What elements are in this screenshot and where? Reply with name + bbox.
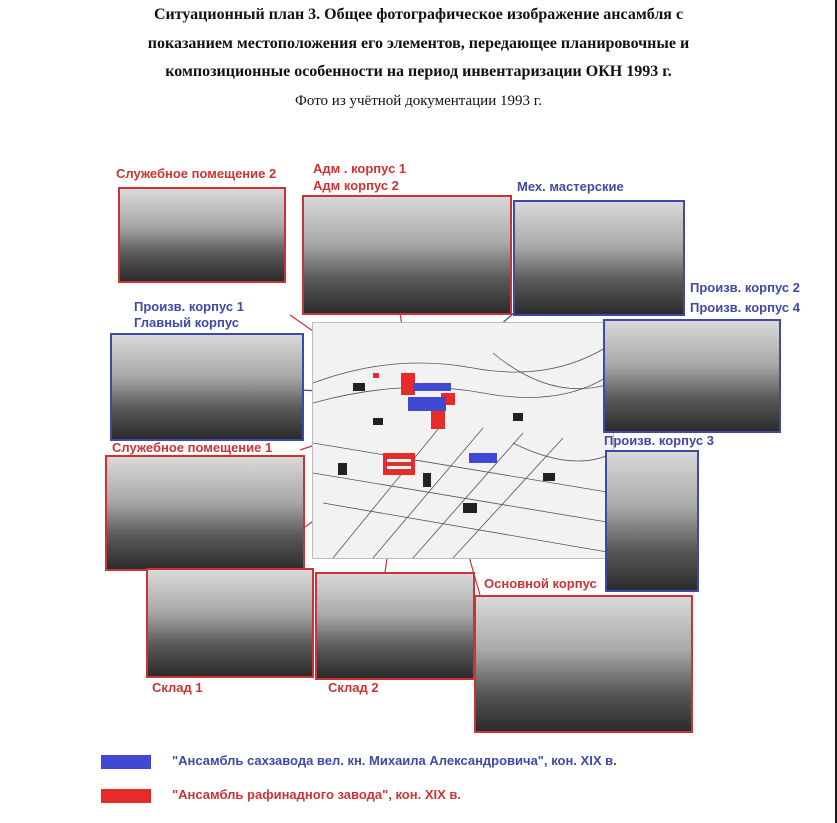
label-adm-building-2: Адм корпус 2 [313,178,399,193]
label-prod-building-1: Произв. корпус 1 [134,299,244,314]
page-title-line-3: композиционные особенности на период инвентаризации ОКН 1993 г. [165,63,672,80]
legend-blue-text: "Ансамбль сахзавода вел. кн. Михаила Александровича", кон. XIX в. [172,753,617,768]
photo-prod-building-1 [110,333,304,441]
situation-map [312,322,614,559]
legend-blue-swatch [101,755,151,769]
label-service-room-2: Служебное помещение 2 [116,166,277,181]
photo-prod-building-3 [605,450,699,592]
photo-prod-building-2-4 [603,319,781,433]
page-title-line-2: показанием местоположения его элементов, передающее планировочные и [147,35,690,52]
photo-service-room-1 [105,455,305,571]
label-main-building: Главный корпус [134,315,239,330]
photo-warehouse-1 [146,568,314,678]
page-title-line-1: Ситуационный план 3. Общее фотографическое изображение ансамбля с [153,6,684,23]
label-mech-workshops: Мех. мастерские [517,179,624,194]
map-drawing [313,323,613,558]
label-prod-building-4: Произв. корпус 4 [690,300,800,315]
label-warehouse-1: Склад 1 [152,680,203,695]
page-subtitle: Фото из учётной документации 1993 г. [295,93,542,109]
label-warehouse-2: Склад 2 [328,680,379,695]
label-prod-building-3: Произв. корпус 3 [604,433,714,448]
legend-red-swatch [101,789,151,803]
photo-mech-workshops [513,200,685,316]
label-adm-building-1: Адм . корпус 1 [313,161,407,176]
photo-warehouse-2 [315,572,475,680]
photo-service-room-2 [118,187,286,283]
label-main-corpus: Основной корпус [484,576,597,591]
legend-red-text: "Ансамбль рафинадного завода", кон. XIX в. [172,787,461,802]
photo-main-corpus [474,595,693,733]
label-service-room-1: Служебное помещение 1 [112,440,273,455]
photo-adm-buildings [302,195,512,315]
label-prod-building-2: Произв. корпус 2 [690,280,800,295]
